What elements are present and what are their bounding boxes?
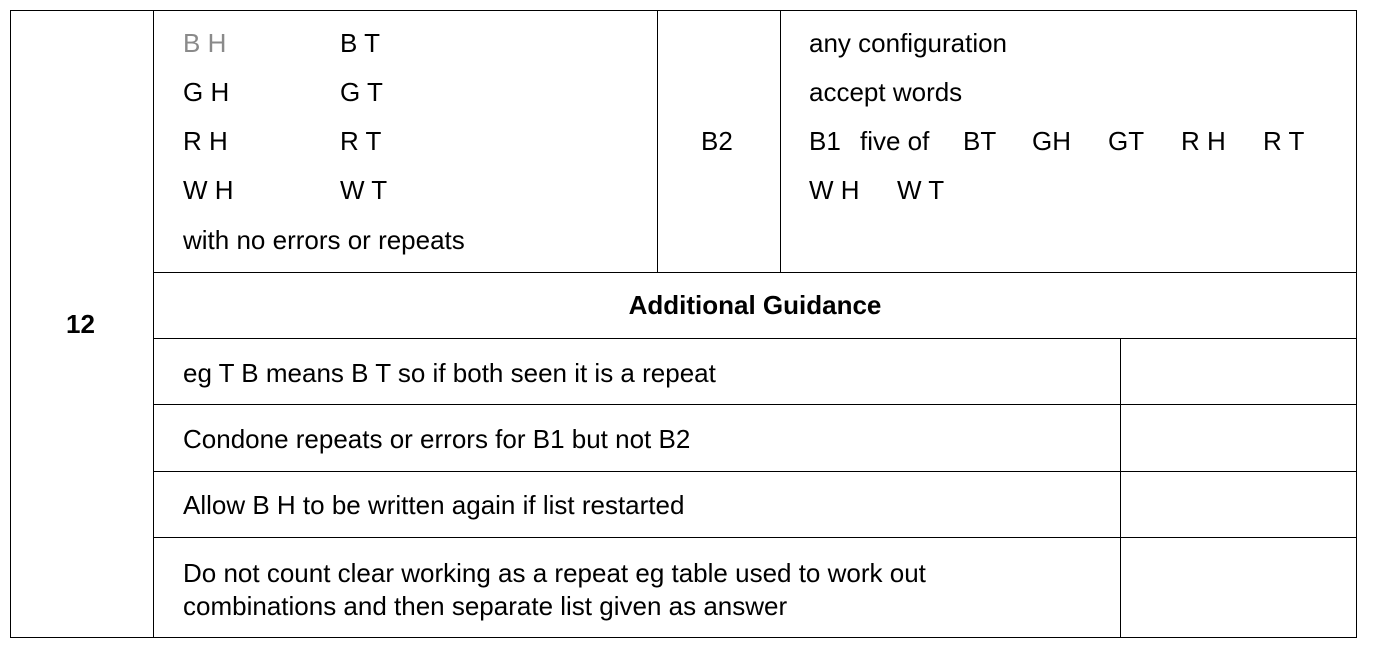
answer-pair-3-first: R H	[183, 126, 228, 156]
comment-b1-item-1: BT	[963, 126, 997, 156]
answer-row-bottom	[153, 272, 1357, 273]
answer-footer: with no errors or repeats	[183, 225, 465, 255]
guidance-column-divider	[1120, 338, 1121, 638]
guidance-row-4: Do not count clear working as a repeat eg table used to work out combinations and then separate list given as answer	[183, 558, 926, 621]
guidance-row-1: eg T B means B T so if both seen it is a repeat	[183, 358, 716, 388]
border-left	[10, 10, 11, 638]
guidance-row-2-bottom	[153, 471, 1357, 472]
answer-pair-2-first: G H	[183, 77, 230, 107]
question-number: 12	[66, 309, 95, 339]
guidance-row-3-bottom	[153, 537, 1357, 538]
mark-comments-divider	[780, 10, 781, 272]
comment-line-1: any configuration	[809, 28, 1008, 58]
comment-b1-item-6: W H	[809, 175, 860, 205]
question-column-divider	[153, 10, 154, 638]
comment-b1-label: B1	[809, 126, 841, 156]
answer-pair-4-second: W T	[340, 175, 388, 205]
answer-pair-1-second: B T	[340, 28, 380, 58]
answer-pair-2-second: G T	[340, 77, 383, 107]
guidance-row-2: Condone repeats or errors for B1 but not B2	[183, 424, 691, 454]
border-right	[1356, 10, 1357, 638]
comment-b1-item-5: R T	[1263, 126, 1305, 156]
additional-guidance-heading: Additional Guidance	[628, 290, 882, 320]
guidance-row-3: Allow B H to be written again if list restarted	[183, 490, 685, 520]
border-top	[10, 10, 1357, 11]
comment-line-2: accept words	[809, 77, 963, 107]
guidance-heading-bottom	[153, 338, 1357, 339]
answer-mark-divider	[657, 10, 658, 272]
comment-b1-text: five of	[860, 126, 930, 156]
comment-b1-item-3: GT	[1108, 126, 1145, 156]
guidance-row-1-bottom	[153, 404, 1357, 405]
comment-b1-item-2: GH	[1032, 126, 1071, 156]
border-bottom	[10, 637, 1357, 638]
comment-b1-item-7: W T	[897, 175, 945, 205]
comment-b1-item-4: R H	[1181, 126, 1226, 156]
answer-pair-3-second: R T	[340, 126, 382, 156]
mark-value: B2	[701, 126, 733, 156]
answer-pair-1-first: B H	[183, 28, 227, 58]
answer-pair-4-first: W H	[183, 175, 234, 205]
